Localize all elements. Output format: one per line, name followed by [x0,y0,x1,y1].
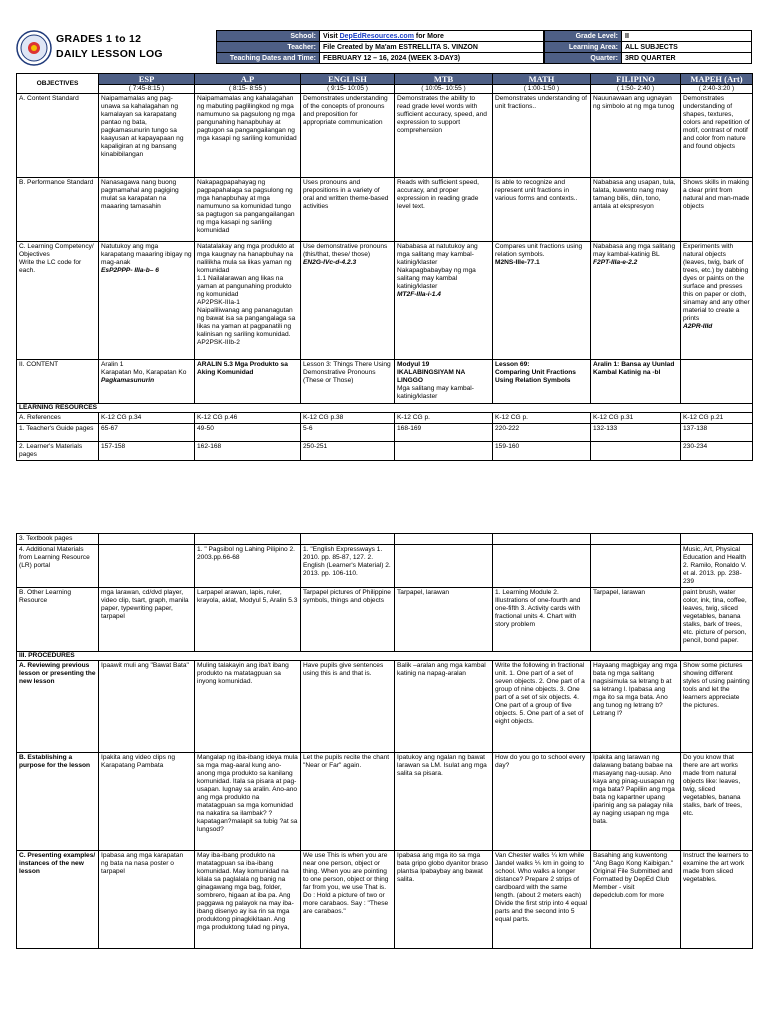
school-post: for More [413,32,444,40]
table-cell: Ipakita ang larawan ng dalawang batang babae na masayang nag-uusap. Ano kaya ang pinag-uusapan ng mga bata? Papiliin ang mga bata ng kapartner upang iparinig ang sa palagay nila ay naging usapan ng mga bata. [591,753,681,851]
title-line-2: DAILY LESSON LOG [56,48,163,60]
cell-text: 1.1 Nailalarawan ang likas na yaman at pangunahing produkto ng komunidad [197,275,292,298]
table-cell: We use This is when you are near one person, object or thing. When you are pointing to one person, object or thing far from you, we use That is. Do : Hold a picture of two or more carabaos. Say : "These are carabaos." [301,851,395,949]
learning-resources-row [17,404,753,413]
cell-text: Use demonstrative pronouns (this/that, these/ those) [303,243,388,258]
table-cell [493,242,591,360]
school-value [320,31,544,42]
cell-text: IKALABINGSIYAM NA LINGGO [397,369,466,384]
lc-code: AP2PSK-IIIa-1 [197,299,240,306]
table-cell [99,360,195,404]
table-cell: Demonstrates understanding of unit fractions.. [493,94,591,178]
lesson-table-page-2 [16,533,753,949]
table-cell: Ipabasa ang mga ito sa mga bata gripo globo dyanitor braso plantsa Ipabaybay ang bawat salita. [395,851,493,949]
table-cell [591,242,681,360]
subject-mtb: MTB [395,74,493,85]
table-cell: 168-169 [395,424,493,442]
school-label: School: [217,31,320,42]
table-cell: Tarpapel, larawan [395,588,493,652]
teachers-guide-row [17,424,753,442]
table-cell: Mangalap ng iba-ibang ideya mula sa mga mag-aaral kung ano-anong mga produkto sa kanilang komunidad. Itala sa pisara at pag-usapan. Iugnay sa aralin. Ano-ano ang mga produkto na matatagpuan sa mga komunidad na nakatira sa ilambak? ? kapatagan?malapit sa tubig ?at sa lungsod? [195,753,301,851]
subject-ap: A.P [195,74,301,85]
time-english: ( 9:15- 10:05 ) [301,85,395,94]
cell-text: Experiments with natural objects (leaves, twig, bark of trees, etc.) by dabbing dyes or paints on the surface and presses this on paper or cloth, sinamay and any other material to create a prints [683,243,750,322]
table-cell [591,442,681,461]
table-cell: Basahing ang kuwentong "Ang Bago Kong Kaibigan." Original File Submitted and Formatted by DepEd Club Member - visit depedclub.com for more [591,851,681,949]
table-cell: Nababasa ang usapan, tula, talata, kuwento nang may tamang bilis, diin, tono, antala at ekspresyon [591,178,681,242]
content-row [17,360,753,404]
table-cell: Van Chester walks ¼ km while Jandel walks ⅕ km in going to school. Who walks a longer distance? Prepare 2 strips of cardboard with the same length. (about 2 meters each) Divide the first strip into 4 equal parts and the second into 5 equal parts. [493,851,591,949]
table-cell [681,360,753,404]
table-cell: How do you go to school every day? [493,753,591,851]
table-cell: Ipakita ang video clips ng Karapatang Pambata [99,753,195,851]
table-cell: Hayaang magbigay ang mga bata ng mga salitang nagsisimula sa letrang b at sa letrang l. Ipabasa ang mga ito sa mga bata. Ano ang tunog ng letrang b?Letrang l? [591,661,681,753]
teacher-label: Teacher: [217,42,320,53]
learning-competency-row [17,242,753,360]
grade-label: Grade Level: [545,31,622,42]
header [16,28,752,73]
table-cell [195,534,301,545]
table-cell: Write the following in fractional unit. 1. One part of a set of seven objects. 2. One part of a group of nine objects. 3. One part of a set of six objects. 4. One part of a group of five objects. 5. One part of a set of eight objects. [493,661,591,753]
table-cell: Tarpapel, larawan [591,588,681,652]
table-cell [395,360,493,404]
table-cell: Nakapagpapahayag ng pagpapahalaga sa pagsulong ng mga hanapbuhay at mga namumuno sa komunidad tungo sa pagtugon sa pangangailangan ng mga kasapi ng sariling komunidad [195,178,301,242]
table-cell: 65-67 [99,424,195,442]
table-cell: Is able to recognize and represent unit fractions in various forms and contexts.. [493,178,591,242]
deped-seal-icon [16,30,52,66]
time-mtb: ( 10:05- 10:55 ) [395,85,493,94]
subject-header-row [17,74,753,85]
reviewing-row [17,661,753,753]
table-cell [493,534,591,545]
table-cell: Aralin 1: Bansa ay Uunlad Kambal Katinig na -bl [591,360,681,404]
row-label: 4. Additional Materials from Learning Resource (LR) portal [17,545,99,588]
table-cell [493,360,591,404]
table-cell [591,534,681,545]
table-cell: 162-168 [195,442,301,461]
table-cell: Ipabasa ang mga karapatan ng bata na nasa poster o tarpapel [99,851,195,949]
table-cell: 5-6 [301,424,395,442]
table-cell: 230-234 [681,442,753,461]
table-cell: Larpapel arawan, lapis, ruler, krayola, aklat, Modyul 5, Aralin 5.3 [195,588,301,652]
table-cell: 49-50 [195,424,301,442]
table-cell: paint brush, water color, ink, tina, coffee, leaves, twig, sliced vegetables, banana stalks, bark of trees, etc. picture of person, pencil, bond paper. [681,588,753,652]
table-cell: K-12 CG p.31 [591,413,681,424]
subject-esp: ESP [99,74,195,85]
lc-code: EN2G-IVc-d-4.2.3 [303,259,357,266]
table-cell [395,545,493,588]
table-cell: Muling talakayin ang iba't ibang produkto na matatagpuan sa inyong komunidad. [195,661,301,753]
table-cell: 157-158 [99,442,195,461]
table-cell: Balik –aralan ang mga kambal katinig na napag-aralan [395,661,493,753]
cell-text: Natatalakay ang mga produkto at mga kaugnay na hanapbuhay na nalilikha mula sa likas yaman ng komunidad [197,243,295,274]
table-cell: Ipatukoy ang ngalan ng bawat larawan sa LM. Isulat ang mga salita sa pisara. [395,753,493,851]
area-value: ALL SUBJECTS [622,42,752,53]
section-label: LEARNING RESOURCES [17,404,753,413]
row-label [17,242,99,360]
table-cell [301,242,395,360]
table-cell: Let the pupils recite the chant "Near or Far" again. [301,753,395,851]
table-cell [681,534,753,545]
time-math: ( 1:00-1:50 ) [493,85,591,94]
section-label: III. PROCEDURES [17,652,753,661]
school-info-table [216,30,544,64]
table-cell: 1. "English Expressways 1. 2010. pp. 85-87, 127. 2. English (Learner's Material) 2. 2013. pp. 106-110. [301,545,395,588]
table-cell: K-12 CG p.38 [301,413,395,424]
area-label: Learning Area: [545,42,622,53]
table-cell: 250-251 [301,442,395,461]
table-cell: Nauunawaan ang ugnayan ng simbolo at ng mga tunog [591,94,681,178]
row-label: 3. Textbook pages [17,534,99,545]
table-cell [591,545,681,588]
table-cell [99,534,195,545]
table-cell [301,534,395,545]
row-label: C. Presenting examples/ instances of the new lesson [17,851,99,949]
row-label: 2. Learner's Materials pages [17,442,99,461]
row-label-text: C. Learning Competency/ Objectives [19,243,94,258]
row-label: B. Establishing a purpose for the lesson [17,753,99,851]
teacher-value: File Created by Ma'am ESTRELLITA S. VINZON [320,42,544,53]
time-mapeh: ( 2:40-3:20 ) [681,85,753,94]
title-line-1: GRADES 1 to 12 [56,33,142,45]
quarter-value: 3RD QUARTER [622,53,752,64]
table-cell: Show some pictures showing different styles of using painting tools and let the learners appreciate the pictures. [681,661,753,753]
table-cell: Tarpapel pictures of Philippine symbols, things and objects [301,588,395,652]
table-cell [493,545,591,588]
table-cell: Do you know that there are art works made from natural objects like: leaves, twig, sliced vegetables, banana stalks, bark of trees, etc. [681,753,753,851]
table-cell: Have pupils give sentences using this is and that is. [301,661,395,753]
school-link[interactable]: DepEdResources.com [339,32,414,40]
school-pre: Visit [323,32,340,40]
table-cell: 137-138 [681,424,753,442]
table-cell: Demonstrates understanding of shapes, textures, colors and repetition of motif, contrast of motif and color from nature and found objects [681,94,753,178]
table-cell [395,442,493,461]
time-esp: ( 7:45-8:15 ) [99,85,195,94]
table-cell: 1. Learning Module 2. Illustrations of one-fourth and one-fifth 3. Activity cards with fractional units 4. Chart with story problem [493,588,591,652]
time-row [17,85,753,94]
row-label: B. Performance Standard [17,178,99,242]
cell-text: Natutukoy ang mga karapatang maaaring ibigay ng mag-anak [101,243,192,266]
row-label: A. Content Standard [17,94,99,178]
table-cell: 159-160 [493,442,591,461]
grade-info-table [544,30,752,64]
subject-math: MATH [493,74,591,85]
doc-title [56,32,216,62]
table-cell: K-12 CG p.34 [99,413,195,424]
table-cell [195,242,301,360]
table-cell: ARALIN 5.3 Mga Produkto sa Aking Komunidad [195,360,301,404]
table-cell: Nanasagawa nang buong pagmamahal ang pagiging mulat sa karapatan na maaaring tamasahin [99,178,195,242]
row-label: B. Other Learning Resource [17,588,99,652]
cell-text: Nakapagbabaybay ng mga salitang may kambal katinig/klaster [397,267,476,290]
lc-code: AP2PSK-IIIb-2 [197,339,240,346]
learners-materials-row [17,442,753,461]
lc-code: A2PR-IIId [683,323,713,330]
table-cell: Naipamamalas ang pag-unawa sa kahalagahan ng kamalayan sa karapatang pantao ng bata, pagkamasunurin tungo sa kaayusan at kapayapaan ng kapaligiran at ng bansang kinabibilangan [99,94,195,178]
table-cell: Lesson 3: Things There Using Demonstrative Pronouns (These or Those) [301,360,395,404]
other-resources-row [17,588,753,652]
performance-standard-row [17,178,753,242]
lc-code: F2PT-IIIa-e-2.2 [593,259,638,266]
grade-value: II [622,31,752,42]
presenting-examples-row [17,851,753,949]
table-cell: Shows skills in making a clear print from natural and man-made objects [681,178,753,242]
subject-english: ENGLISH [301,74,395,85]
table-cell: Uses pronouns and prepositions in a variety of oral and written theme-based activities [301,178,395,242]
table-cell: Music, Art, Physical Education and Health 2. Ramilo, Ronaldo V. et al. 2013. pp. 238-239 [681,545,753,588]
table-cell: Demonstrates the ability to read grade level words with sufficient accuracy, speed, and expression to support comprehension [395,94,493,178]
cell-text: Nababasa ang mga salitang may kambal-katinig BL [593,243,676,258]
procedures-row [17,652,753,661]
additional-materials-row [17,545,753,588]
table-cell: 220-222 [493,424,591,442]
cell-text: Naipaliliwanag ang pananagutan ng bawat isa sa pangangalaga sa likas na yaman at pagpanatili ng kalinisan ng sariling komunidad. [197,307,296,338]
time-ap: ( 8:15- 8:55 ) [195,85,301,94]
table-cell [99,545,195,588]
cell-text: Karapatan Mo, Karapatan Ko [101,369,187,376]
cell-text: Comparing Unit Fractions Using Relation Symbols [495,369,576,384]
table-cell [681,242,753,360]
row-label-note: Write the LC code for each. [19,259,82,274]
references-row [17,413,753,424]
cell-text: Compares unit fractions using relation symbols. [495,243,583,258]
quarter-label: Quarter: [545,53,622,64]
cell-text: Lesson 69: [495,361,530,368]
table-cell: Instruct the learners to examine the art work made from sliced vegetables. [681,851,753,949]
cell-text: Modyul 19 [397,361,430,368]
cell-text: Nababasa at natutukoy ang mga salitang may kambal-katinig/klaster [397,243,478,266]
textbook-pages-row [17,534,753,545]
cell-text: Aralin 1 [101,361,124,368]
table-cell: K-12 CG p.46 [195,413,301,424]
table-cell: Naipamamalas ang kahalagahan ng mabuting paglilingkod ng mga namumuno sa pagsulong ng mga pangunahing hanapbuhay at pagtugon sa pangangailangan ng mga kasapi ng sariling komunidad [195,94,301,178]
lc-code: MT2F-IIIa-i-1.4 [397,291,441,298]
table-cell: Demonstrates understanding of the concepts of pronouns and preposition for appropriate communication [301,94,395,178]
table-cell: 132-133 [591,424,681,442]
table-cell [395,534,493,545]
subject-mapeh: MAPEH (Art) [681,74,753,85]
row-label: A. References [17,413,99,424]
table-cell: mga larawan, cd/dvd player, video clip, tsart, graph, manila paper, typewriting paper, tarpapel [99,588,195,652]
table-cell: May iba-ibang produkto na matatagpuan sa iba-ibang komunidad. May komunidad na kilala sa paglalala ng banig na ginagawang mga bag, folder, sombrero, higaan at iba pa. Ang paggawa ng palayok na may iba-ibang disenyo ay isa rin sa mga produktong pinagkikitaan. Ang mga produktong tulad ng pinya, [195,851,301,949]
table-cell: Reads with sufficient speed, accuracy, and proper expression in reading grade level text. [395,178,493,242]
subject-filipino: FILIPINO [591,74,681,85]
purpose-row [17,753,753,851]
row-label: II. CONTENT [17,360,99,404]
table-cell [99,242,195,360]
dates-label: Teaching Dates and Time: [217,53,320,64]
cell-text: Mga salitang may kambal-katinig/klaster [397,385,474,400]
dates-value: FEBRUARY 12 – 16, 2024 (WEEK 3-DAY3) [320,53,544,64]
objectives-header: OBJECTIVES [17,74,99,94]
lesson-log-page-1 [16,28,752,461]
content-standard-row [17,94,753,178]
row-label: A. Reviewing previous lesson or presenting the new lesson [17,661,99,753]
table-cell [395,242,493,360]
table-cell: K-12 CG p. [493,413,591,424]
lc-code: M2NS-IIIe-77.1 [495,259,540,266]
table-cell: Ipaawit muli ang "Bawat Bata" [99,661,195,753]
lesson-log-page-2 [16,533,752,949]
lesson-table-page-1 [16,73,753,461]
time-filipino: ( 1:50- 2:40 ) [591,85,681,94]
lc-code: EsP2PPP- IIIa-b– 6 [101,267,159,274]
table-cell: 1. " Pagsibol ng Lahing Pilipino 2. 2003.pp.66-68 [195,545,301,588]
table-cell: K-12 CG p.21 [681,413,753,424]
table-cell: K-12 CG p. [395,413,493,424]
row-label: 1. Teacher's Guide pages [17,424,99,442]
cell-text: Pagkamasunurin [101,377,155,384]
